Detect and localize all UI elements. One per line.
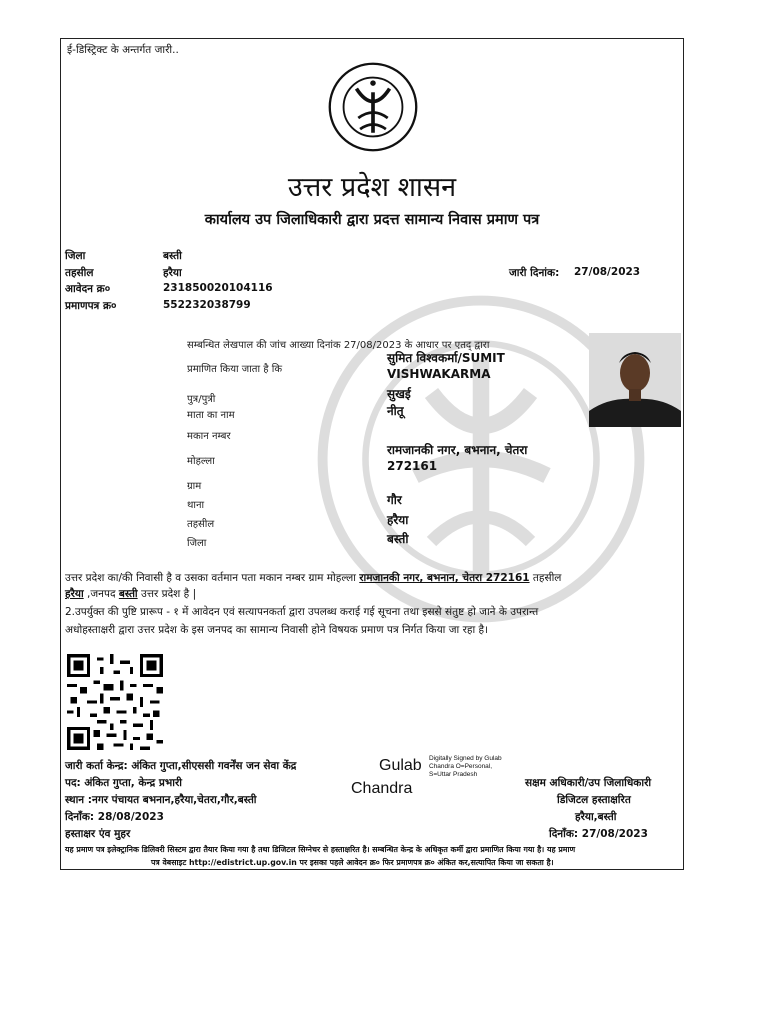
issuer-place: स्थान :नगर पंचायत बभनान,हरैया,चेतरा,गौर,बस्ती xyxy=(65,794,257,806)
footer-note-line2: पत्र वेबसाइट http://edistrict.up.gov.in पर इसका पहले आवेदन क्र० फिर प्रमाणपत्र क्र० अंकित कर,सत्यापित किया जा सकता है। xyxy=(151,858,554,867)
applicant-name-line2: VISHWAKARMA xyxy=(387,367,491,381)
header-note: ई-डिस्ट्रिक्ट के अन्तर्गत जारी.. xyxy=(67,44,179,56)
issuer-post: पद: अंकित गुप्ता, केन्द्र प्रभारी xyxy=(65,777,182,789)
village-label: ग्राम xyxy=(187,481,202,492)
applicant-name-line1: सुमित विश्वकर्मा/SUMIT xyxy=(387,351,505,365)
digital-signature-note-line2: Chandra O=Personal, xyxy=(429,763,493,770)
verification-statement-line2: अधोहस्ताक्षरी द्वारा उत्तर प्रदेश के इस जनपद का सामान्य निवासी होने विषयक प्रमाण पत्र निर्गत किया जा रहा है। xyxy=(65,624,489,636)
residence-statement-tehsil-word: तहसील xyxy=(529,572,562,584)
issue-date-label: जारी दिनांक: xyxy=(509,267,560,279)
locality-value-line1: रामजानकी नगर, बभनान, चेतरा xyxy=(387,443,528,457)
mother-value: नीतू xyxy=(387,404,404,418)
inquiry-intro: सम्बन्धित लेखपाल की जांच आख्या दिनांक 27/08/2023 के आधार पर एतद् द्वारा xyxy=(187,340,490,351)
house-label: मकान नम्बर xyxy=(187,431,231,442)
authority-digital-signed: डिजिटल हस्ताक्षरित xyxy=(557,794,631,806)
digital-signature-name-line1: Gulab xyxy=(379,757,422,774)
certified-label: प्रमाणित किया जाता है कि xyxy=(187,364,283,375)
up-government-emblem xyxy=(327,61,419,153)
police-station-label: थाना xyxy=(187,500,205,511)
issuer-sign-seal: हस्ताक्षर एंव मुहर xyxy=(65,828,131,840)
district-value: बस्ती xyxy=(163,250,182,262)
footer-note-line1: यह प्रमाण पत्र इलेक्ट्रानिक डिलिवरी सिस्टम द्वारा तैयार किया गया है तथा डिजिटल सिग्नेचर से हस्ताक्षरित है। सम्बन्धित केन्द्र के अधिकृत कर्मी द्वारा प्रमाणित किया गया है। यह प्रमाण xyxy=(65,845,576,854)
issue-date-value: 27/08/2023 xyxy=(574,266,641,278)
authority-place: हरैया,बस्ती xyxy=(575,811,617,823)
issuer-date: दिनाँक: 28/08/2023 xyxy=(65,811,164,823)
application-number: 231850020104116 xyxy=(163,282,273,294)
residence-district: बस्ती xyxy=(118,588,138,600)
certificate-title: कार्यालय उप जिलाधिकारी द्वारा प्रदत्त सामान्य निवास प्रमाण पत्र xyxy=(204,212,540,228)
verification-statement-line1: 2.उपर्युक्त की पुष्टि प्रारूप - १ में आवेदन एवं सत्यापनकर्ता द्वारा उपलब्ध कराई गई सूचना तथा इससे संतुष्ट हो जाने के उपरान्त xyxy=(65,606,539,618)
residence-tehsil: हरैया xyxy=(65,588,84,600)
digital-signature-name-line2: Chandra xyxy=(351,780,413,797)
field-district-value: बस्ती xyxy=(387,532,409,546)
residence-statement-line2 xyxy=(65,587,196,601)
digital-signature-note-line3: S=Uttar Pradesh xyxy=(429,771,478,778)
parent-value: सुखई xyxy=(387,387,411,401)
residence-statement-text: उत्तर प्रदेश का/की निवासी है व उसका वर्तमान पता मकान नम्बर ग्राम मोहल्ला xyxy=(65,572,360,584)
tehsil-value: हरैया xyxy=(163,267,182,279)
residence-statement-line1 xyxy=(65,571,561,585)
gov-title: उत्तर प्रदेश शासन xyxy=(287,172,457,203)
certificate-label: प्रमाणपत्र क्र० xyxy=(65,300,117,312)
digital-signature-note xyxy=(429,755,502,779)
field-tehsil-value: हरैया xyxy=(387,513,409,527)
tehsil-label: तहसील xyxy=(65,267,94,279)
residence-address: रामजानकी नगर, बभनान, चेतरा 272161 xyxy=(359,572,530,584)
field-tehsil-label: तहसील xyxy=(187,519,215,530)
residence-district-word: ,जनपद xyxy=(83,588,119,600)
authority-date: दिनाँक: 27/08/2023 xyxy=(549,828,648,840)
field-district-label: जिला xyxy=(187,538,207,549)
certificate xyxy=(60,38,684,870)
district-label: जिला xyxy=(65,250,86,262)
authority-title: सक्षम अधिकारी/उप जिलाधिकारी xyxy=(525,777,652,789)
mother-label: माता का नाम xyxy=(187,410,235,421)
application-label: आवेदन क्र० xyxy=(65,283,111,295)
residence-state-text: उत्तर प्रदेश है | xyxy=(137,588,197,600)
locality-label: मोहल्ला xyxy=(187,456,215,467)
digital-signature-note-line1: Digitally Signed by Gulab xyxy=(429,755,502,762)
parent-label: पुत्र/पुत्री xyxy=(187,394,216,405)
certificate-number: 552232038799 xyxy=(163,299,251,311)
issuing-center: जारी कर्ता केन्द्र: अंकित गुप्ता,सीएससी गवर्नेंस जन सेवा केंद्र xyxy=(65,760,297,772)
police-station-value: गौर xyxy=(387,493,402,507)
qr-code xyxy=(67,653,163,751)
locality-value-line2: 272161 xyxy=(387,459,438,473)
applicant-photo xyxy=(589,333,681,427)
